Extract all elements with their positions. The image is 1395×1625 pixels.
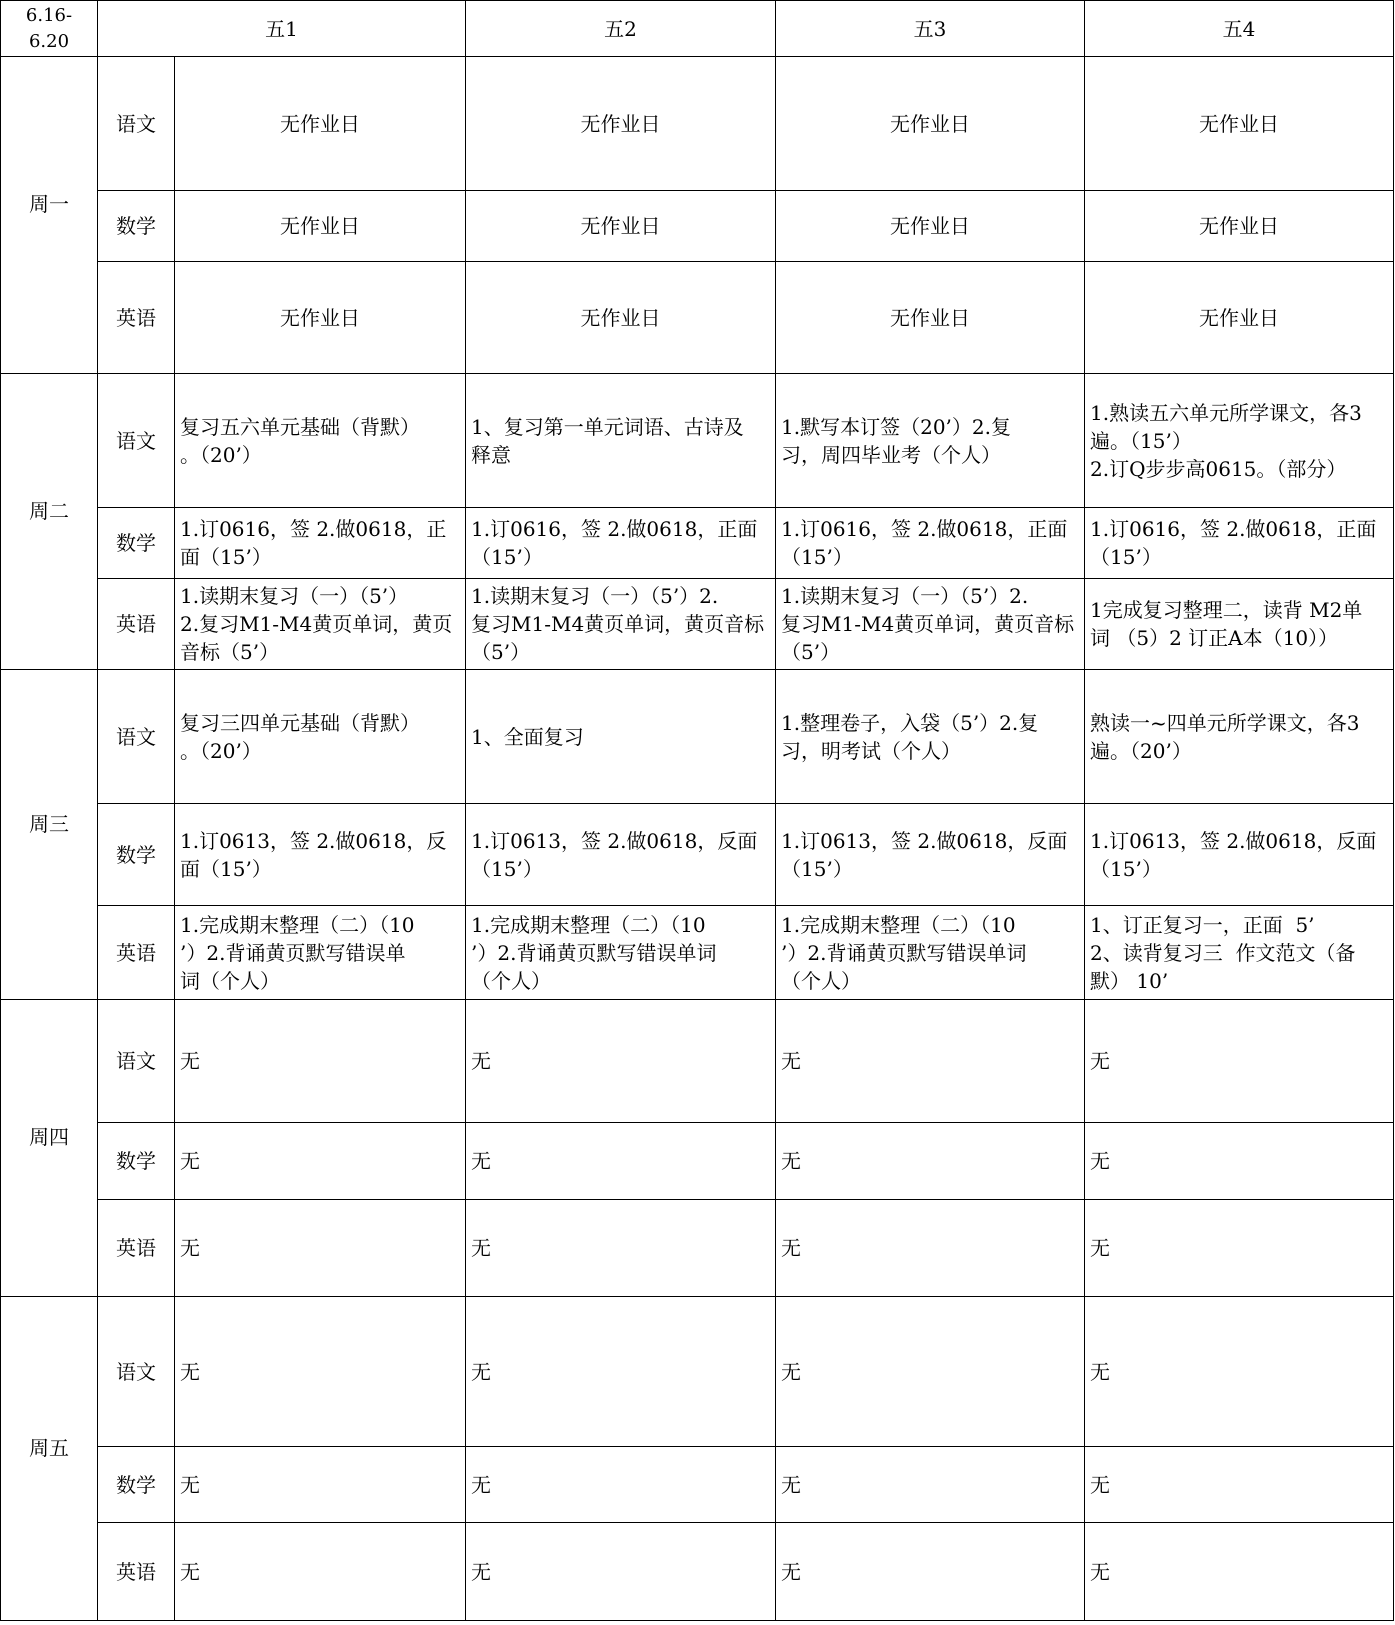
assignment-text: 无: [180, 1236, 200, 1260]
assignment-cell: [466, 579, 776, 670]
subject-label: 语文: [116, 428, 156, 453]
assignment-cell: [175, 57, 466, 191]
assignment-text: 无作业日: [580, 214, 661, 238]
assignment-cell: [175, 374, 466, 508]
assignment-cell: [1085, 906, 1394, 1000]
assignment-text: 1完成复习整理二，读背 M2单 词 （5）2 订正A本（10））: [1090, 598, 1363, 650]
assignment-cell: [175, 804, 466, 906]
subject-cell: [98, 1000, 175, 1123]
assignment-text: 无: [180, 1472, 200, 1497]
day-label: 周一: [29, 192, 69, 216]
assignment-cell: [1085, 804, 1394, 906]
assignment-text: 无作业日: [890, 111, 971, 136]
class-header-3: [776, 1, 1085, 57]
subject-cell: [98, 804, 175, 906]
assignment-text: 熟读一~四单元所学课文，各3 遍。（20’）: [1090, 710, 1360, 763]
assignment-text: 1、全面复习: [471, 724, 584, 749]
day-cell: [1, 374, 98, 670]
assignment-cell: [1085, 191, 1394, 262]
assignment-text: 1.读期末复习（一）（5’） 2.复习M1-M4黄页单词，黄页 音标（5’）: [180, 584, 453, 664]
class-label: 五1: [265, 16, 298, 41]
class-label: 五3: [913, 16, 947, 41]
assignment-cell: [1085, 508, 1394, 579]
assignment-cell: [175, 1447, 466, 1523]
table-row: [1, 1523, 1394, 1621]
assignment-text: 复习五六单元基础（背默） 。（20’）: [180, 414, 420, 467]
assignment-text: 无: [180, 1049, 200, 1073]
assignment-text: 无: [471, 1149, 492, 1173]
assignment-cell: [466, 374, 776, 508]
assignment-text: 无: [1090, 1236, 1111, 1260]
assignment-cell: [175, 1523, 466, 1621]
table-row: [1, 508, 1394, 579]
assignment-cell: [1085, 1447, 1394, 1523]
assignment-cell: [1085, 1000, 1394, 1123]
subject-cell: [98, 1447, 175, 1523]
subject-label: 语文: [116, 1049, 156, 1073]
day-label: 周二: [29, 498, 69, 523]
assignment-cell: [776, 1447, 1085, 1523]
assignment-text: 无作业日: [280, 305, 360, 330]
subject-cell: [98, 508, 175, 579]
table-row: [1, 804, 1394, 906]
assignment-text: 1.整理卷子，入袋（5’）2.复 习，明考试（个人）: [781, 710, 1039, 763]
subject-cell: [98, 262, 175, 374]
assignment-cell: [466, 1523, 776, 1621]
assignment-cell: [466, 1447, 776, 1523]
day-label: 周五: [29, 1435, 69, 1460]
day-label: 周三: [29, 811, 69, 836]
assignment-cell: [1085, 262, 1394, 374]
assignment-text: 1.订0613，签 2.做0618，反 面（15’）: [180, 828, 447, 881]
assignment-cell: [776, 804, 1085, 906]
assignment-text: 无作业日: [580, 111, 661, 136]
day-label: 周四: [29, 1125, 69, 1149]
assignment-cell: [776, 57, 1085, 191]
subject-cell: [98, 1123, 175, 1200]
assignment-cell: [466, 57, 776, 191]
assignment-cell: [1085, 1200, 1394, 1297]
assignment-text: 无作业日: [1199, 111, 1280, 136]
subject-label: 英语: [116, 305, 156, 330]
assignment-text: 无作业日: [280, 111, 360, 136]
assignment-cell: [175, 579, 466, 670]
assignment-text: 无作业日: [280, 214, 360, 238]
assignment-cell: [175, 191, 466, 262]
assignment-text: 无: [1090, 1472, 1111, 1497]
assignment-cell: [776, 374, 1085, 508]
assignment-text: 无: [180, 1559, 200, 1584]
assignment-text: 1、订正复习一，正面 5’ 2、读背复习三 作文范文（备 默） 10’: [1090, 912, 1356, 993]
assignment-text: 1.完成期末整理（二）（10 ’）2.背诵黄页默写错误单 词（个人）: [180, 912, 415, 993]
subject-label: 英语: [116, 940, 156, 965]
assignment-text: 1.订0616，签 2.做0618，正面 （15’）: [471, 517, 758, 569]
assignment-cell: [175, 1200, 466, 1297]
assignment-text: 1、复习第一单元词语、古诗及 释意: [471, 414, 744, 467]
assignment-text: 1.完成期末整理（二）（10 ’）2.背诵黄页默写错误单词 （个人）: [781, 912, 1027, 993]
assignment-text: 无作业日: [890, 214, 971, 238]
assignment-cell: [776, 1000, 1085, 1123]
assignment-cell: [175, 1000, 466, 1123]
subject-label: 数学: [116, 531, 156, 555]
assignment-text: 无: [180, 1149, 200, 1173]
table-row: [1, 57, 1394, 191]
assignment-cell: [175, 1123, 466, 1200]
subject-cell: [98, 374, 175, 508]
assignment-cell: [466, 670, 776, 804]
class-label: 五4: [1222, 16, 1256, 41]
day-cell: [1, 1297, 98, 1621]
assignment-text: 无: [781, 1236, 802, 1260]
assignment-text: 无作业日: [1199, 305, 1280, 330]
subject-label: 语文: [116, 724, 156, 749]
assignment-cell: [466, 1297, 776, 1447]
assignment-cell: [776, 508, 1085, 579]
assignment-text: 无: [1090, 1049, 1111, 1073]
subject-cell: [98, 1523, 175, 1621]
table-row: [1, 579, 1394, 670]
assignment-text: 无: [781, 1559, 802, 1584]
assignment-cell: [776, 262, 1085, 374]
assignment-cell: [776, 670, 1085, 804]
assignment-cell: [466, 1200, 776, 1297]
assignment-cell: [776, 579, 1085, 670]
assignment-cell: [776, 1200, 1085, 1297]
assignment-text: 1.读期末复习（一）（5’）2. 复习M1-M4黄页单词，黄页音标 （5’）: [781, 584, 1075, 664]
day-cell: [1, 670, 98, 1000]
assignment-text: 复习三四单元基础（背默） 。（20’）: [180, 710, 420, 763]
assignment-cell: [175, 262, 466, 374]
assignment-text: 1.订0616，签 2.做0618，正面 （15’）: [1090, 517, 1377, 569]
subject-cell: [98, 670, 175, 804]
assignment-cell: [1085, 579, 1394, 670]
subject-label: 数学: [116, 1472, 156, 1497]
table-row: [1, 670, 1394, 804]
assignment-text: 无作业日: [580, 305, 661, 330]
header-row: [1, 1, 1394, 57]
assignment-cell: [466, 906, 776, 1000]
assignment-text: 无: [471, 1359, 492, 1384]
subject-label: 语文: [116, 111, 156, 136]
table-row: [1, 906, 1394, 1000]
assignment-cell: [776, 1123, 1085, 1200]
assignment-text: 1.订0613，签 2.做0618，反面 （15’）: [781, 828, 1068, 881]
date-range-cell: [1, 1, 98, 57]
assignment-cell: [1085, 1123, 1394, 1200]
table-row: [1, 1200, 1394, 1297]
assignment-text: 无: [471, 1049, 492, 1073]
assignment-cell: [1085, 1297, 1394, 1447]
subject-cell: [98, 906, 175, 1000]
table-row: [1, 374, 1394, 508]
assignment-cell: [776, 1523, 1085, 1621]
assignment-text: 无: [1090, 1559, 1111, 1584]
assignment-text: 1.读期末复习（一）（5’）2. 复习M1-M4黄页单词，黄页音标 （5’）: [471, 584, 765, 664]
class-label: 五2: [604, 16, 637, 41]
assignment-text: 1.订0613，签 2.做0618，反面 （15’）: [1090, 828, 1377, 881]
table-row: [1, 191, 1394, 262]
table-row: [1, 1123, 1394, 1200]
class-header-1: [98, 1, 466, 57]
assignment-text: 无: [471, 1236, 492, 1260]
subject-label: 语文: [116, 1359, 156, 1384]
assignment-text: 1.订0616，签 2.做0618，正 面（15’）: [180, 517, 447, 569]
assignment-cell: [466, 1000, 776, 1123]
subject-label: 英语: [116, 612, 156, 636]
day-cell: [1, 1000, 98, 1297]
assignment-cell: [776, 906, 1085, 1000]
subject-label: 英语: [116, 1559, 156, 1584]
assignment-cell: [1085, 1523, 1394, 1621]
table-row: [1, 1447, 1394, 1523]
assignment-cell: [1085, 374, 1394, 508]
assignment-text: 1.订0616，签 2.做0618，正面 （15’）: [781, 517, 1068, 569]
assignment-cell: [1085, 57, 1394, 191]
assignment-cell: [466, 1123, 776, 1200]
assignment-cell: [466, 804, 776, 906]
subject-cell: [98, 579, 175, 670]
assignment-text: 无: [781, 1472, 802, 1497]
assignment-text: 无: [1090, 1359, 1111, 1384]
subject-cell: [98, 1200, 175, 1297]
assignment-text: 无: [471, 1472, 492, 1497]
assignment-cell: [466, 262, 776, 374]
assignment-cell: [175, 670, 466, 804]
assignment-text: 无: [180, 1359, 200, 1384]
assignment-cell: [466, 508, 776, 579]
subject-cell: [98, 1297, 175, 1447]
subject-label: 英语: [116, 1236, 156, 1260]
table-row: [1, 1297, 1394, 1447]
assignment-cell: [1085, 670, 1394, 804]
assignment-text: 1.默写本订签（20’）2.复 习，周四毕业考（个人）: [781, 414, 1011, 467]
table-row: [1, 1000, 1394, 1123]
assignment-cell: [175, 1297, 466, 1447]
assignment-cell: [175, 508, 466, 579]
assignment-text: 1.订0613，签 2.做0618，反面 （15’）: [471, 828, 758, 881]
assignment-text: 无作业日: [890, 305, 971, 330]
assignment-text: 1.完成期末整理（二）（10 ’）2.背诵黄页默写错误单词 （个人）: [471, 912, 717, 993]
assignment-text: 无: [471, 1559, 492, 1584]
assignment-text: 无作业日: [1199, 214, 1280, 238]
assignment-text: 无: [1090, 1149, 1111, 1173]
assignment-cell: [175, 906, 466, 1000]
class-header-4: [1085, 1, 1394, 57]
date-range: 6.16- 6.20: [25, 4, 73, 52]
assignment-text: 无: [781, 1049, 802, 1073]
subject-cell: [98, 57, 175, 191]
assignment-cell: [776, 191, 1085, 262]
subject-cell: [98, 191, 175, 262]
class-header-2: [466, 1, 776, 57]
assignment-text: 无: [781, 1149, 802, 1173]
assignment-text: 无: [781, 1359, 802, 1384]
subject-label: 数学: [116, 842, 156, 867]
assignment-text: 1.熟读五六单元所学课文，各3 遍。（15’） 2.订Q步步高0615。（部分）: [1090, 400, 1362, 481]
day-cell: [1, 57, 98, 374]
subject-label: 数学: [116, 1149, 156, 1173]
subject-label: 数学: [116, 214, 156, 238]
table-row: [1, 262, 1394, 374]
assignment-cell: [466, 191, 776, 262]
assignment-cell: [776, 1297, 1085, 1447]
